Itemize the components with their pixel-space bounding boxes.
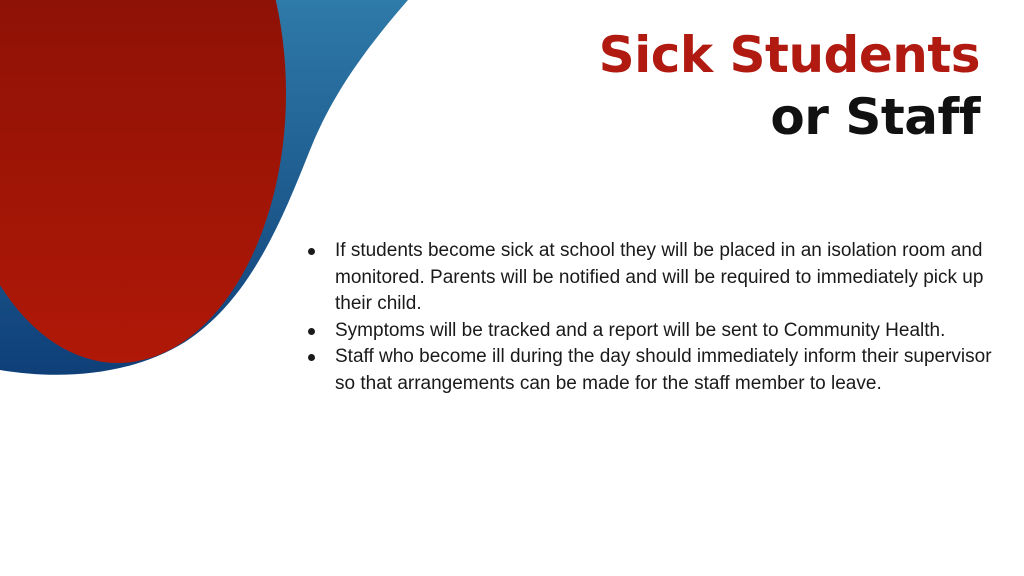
slide-title <box>599 24 980 148</box>
bullet-dot-icon <box>308 354 315 361</box>
bullet-text: Symptoms will be tracked and a report will be sent to Community Health. <box>335 319 946 341</box>
bullet-list <box>306 238 996 397</box>
title-line-accent: Sick Students <box>598 26 980 84</box>
bullet-dot-icon <box>308 328 315 335</box>
bullet-item-sick-students <box>306 238 996 318</box>
bullet-text: If students become sick at school they will be placed in an isolation room and monitored. Parents will be notified and will be required to immediately pick up their child. <box>335 240 984 314</box>
red-circle-shape <box>0 0 286 363</box>
bullet-dot-icon <box>308 248 315 255</box>
title-line-dark: or Staff <box>770 88 980 146</box>
bullet-item-symptoms <box>306 318 996 345</box>
bullet-item-staff <box>306 344 996 397</box>
bullet-text: Staff who become ill during the day should immediately inform their supervisor so that arrangements can be made for the staff member to leave. <box>335 346 992 394</box>
